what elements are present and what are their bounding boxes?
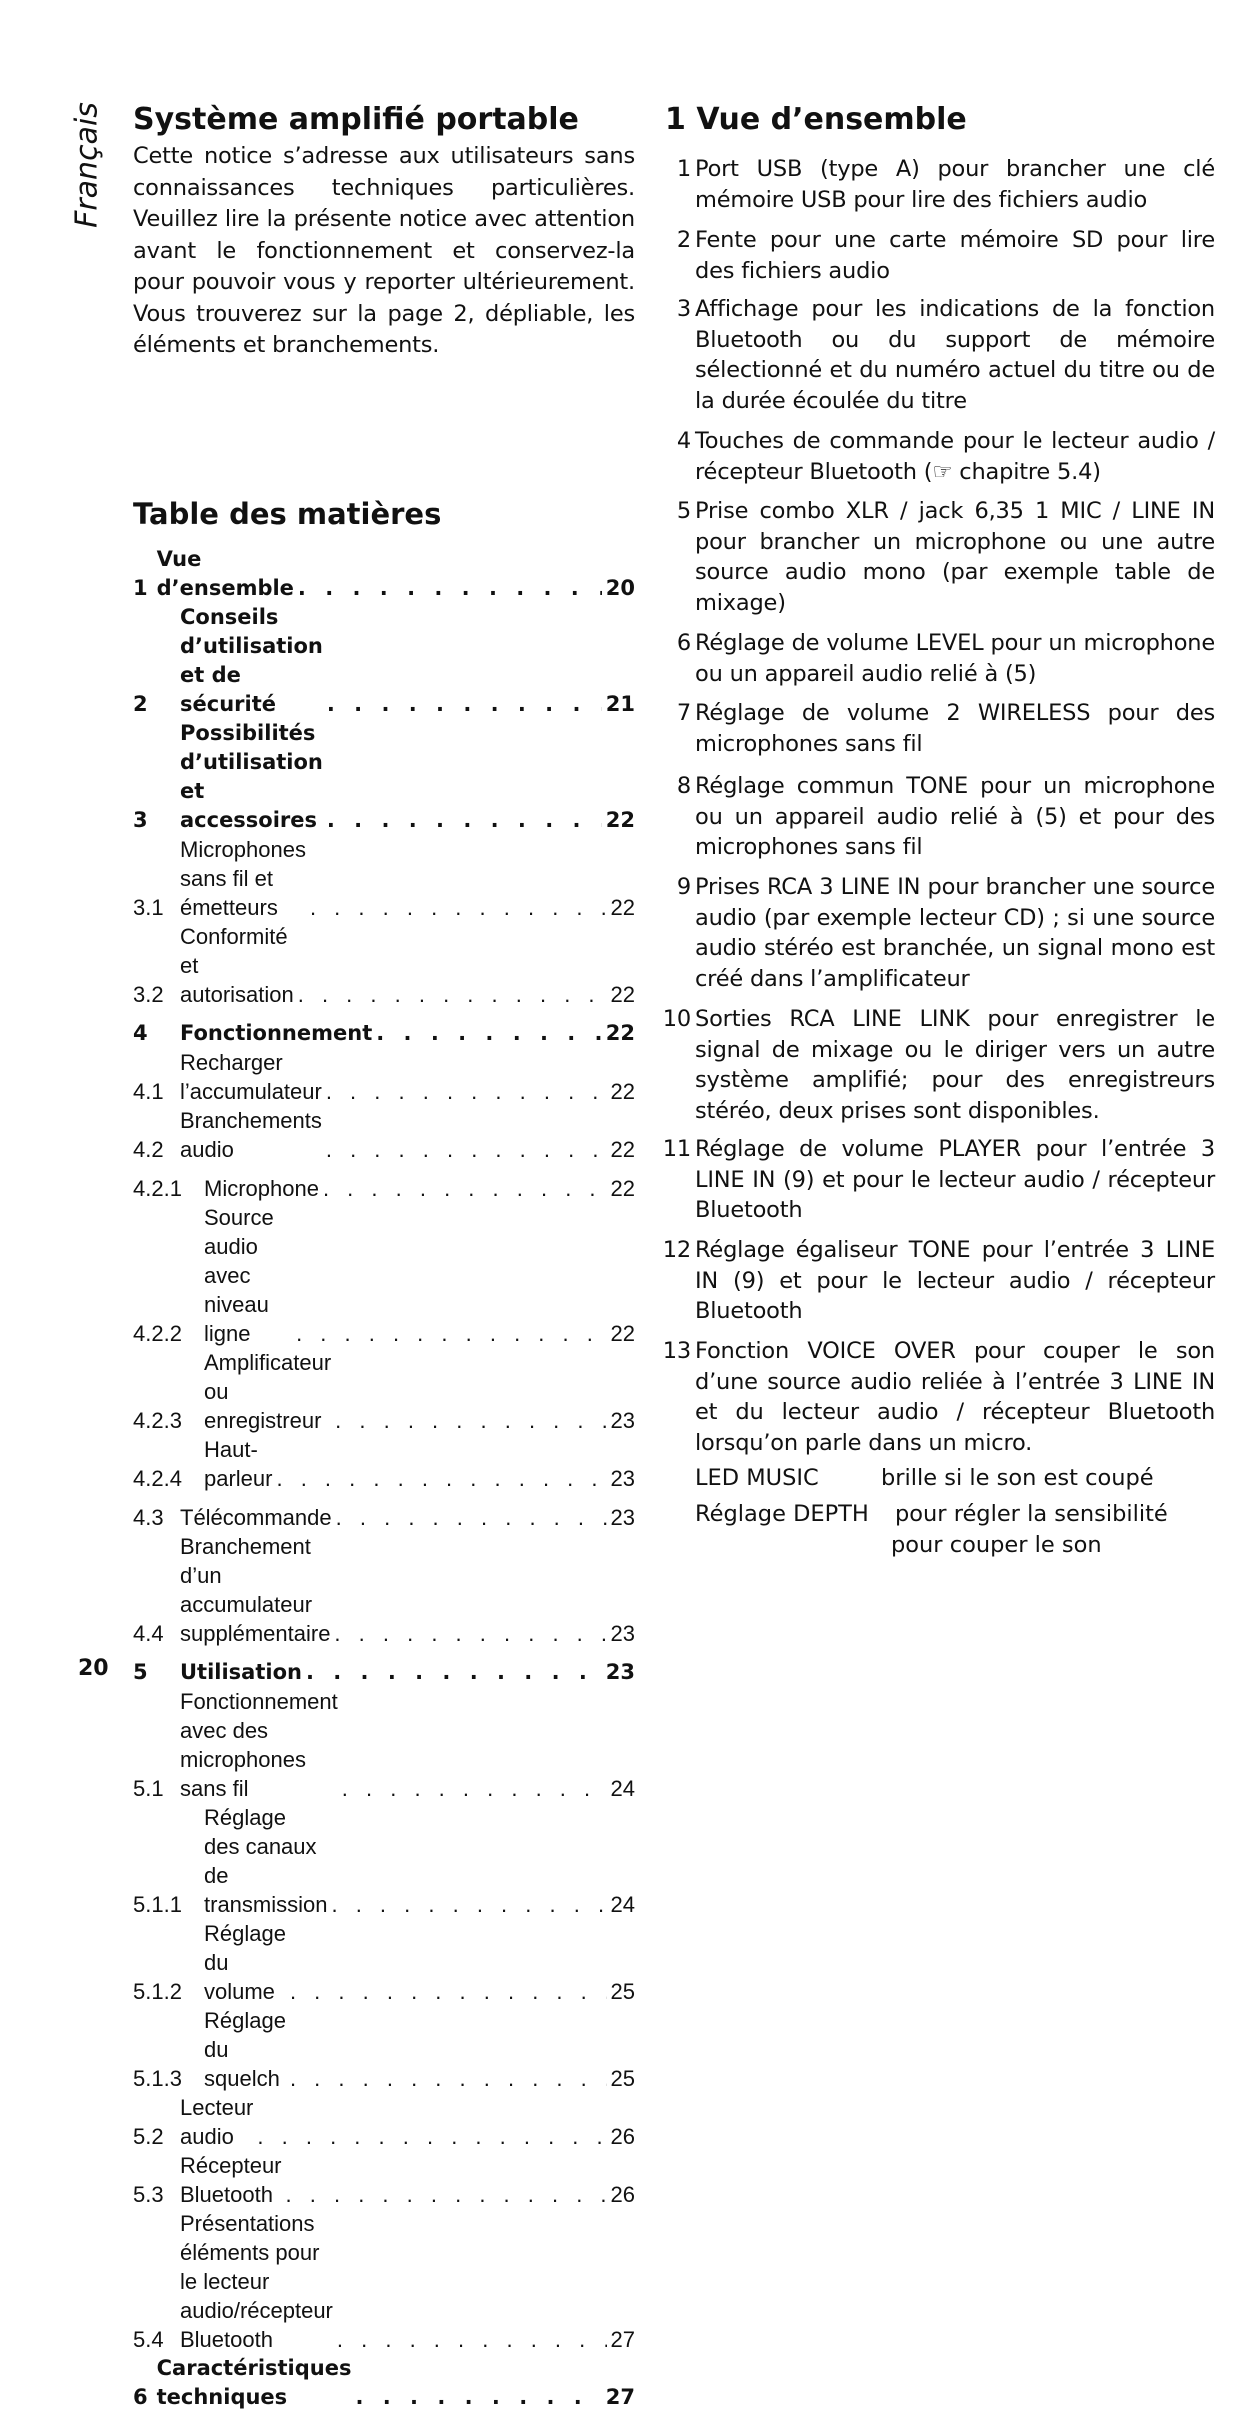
- toc-entry[interactable]: [133, 835, 635, 922]
- intro-paragraph: Cette notice s’adresse aux utilisateurs sans connaissances techniques particulières. Veuillez lire la présente notice avec attention avant le fonctionnement et conservez-la pour pouvoir vous y reporter ultérieurement. Vous trouverez sur la page 2, dépliable, les éléments et branchements.: [133, 143, 635, 358]
- toc-entry-page: 24: [610, 1892, 635, 1917]
- overview-item-text: Fonction VOICE OVER pour couper le son d’une source audio reliée à l’entrée 3 LINE IN et du lecteur audio / récepteur Bluetooth lorsqu’on parle dans un micro.: [695, 1338, 1215, 1456]
- toc-entry-page: 20: [605, 576, 635, 600]
- overview-item-text: Prises RCA 3 LINE IN pour brancher une source audio (par exemple lecteur CD) ; si une source audio stéréo est branchée, un signal mono est créé dans l’amplificateur: [695, 874, 1215, 992]
- toc-leader-dots: [323, 1174, 607, 1203]
- toc-leader-dots: [335, 1406, 606, 1435]
- depth-text-cont: pour couper le son: [891, 1531, 1102, 1558]
- page-number: 20: [78, 1656, 109, 1681]
- overview-item-text: Réglage de volume LEVEL pour un microphone ou un appareil audio relié à (5): [695, 630, 1215, 687]
- toc-entry-page: 23: [610, 1408, 635, 1433]
- toc-entry-title: Réglage du squelch: [204, 2008, 286, 2091]
- overview-item-number: 5: [676, 498, 691, 524]
- toc-entry-title-block: [180, 1532, 330, 1648]
- toc-entry-number: 3: [133, 808, 148, 832]
- overview-item: [676, 225, 1215, 286]
- toc-entry-page: 22: [605, 1021, 635, 1045]
- toc-entry-page: 26: [610, 2124, 635, 2149]
- toc-entry-title: Microphone: [204, 1176, 319, 1201]
- overview-item: [676, 698, 1215, 759]
- language-label: Français: [69, 102, 105, 228]
- toc-leader-dots: [306, 1658, 602, 1687]
- toc-entry-title-cont: d’un accumulateur supplémentaire: [180, 1563, 331, 1646]
- toc-entry-title-cont: audio/récepteur Bluetooth: [180, 2298, 333, 2352]
- toc-entry-number: 5.1.2: [133, 1979, 182, 2004]
- toc-entry-page: 23: [610, 1621, 635, 1646]
- toc-entry-number: 5.1.3: [133, 2066, 182, 2091]
- overview-item: [662, 1004, 1215, 1126]
- toc-leader-dots: [334, 1619, 606, 1648]
- overview-item-number: 9: [676, 874, 691, 900]
- overview-item-text: Réglage commun TONE pour un microphone ou un appareil audio relié à (5) et pour des microphones sans fil: [695, 773, 1215, 860]
- toc-entry-number: 4.2: [133, 1137, 164, 1162]
- overview-item-number: 13: [662, 1338, 691, 1364]
- toc-leader-dots: [326, 1135, 607, 1164]
- toc-leader-dots: [326, 1077, 607, 1106]
- toc-leader-dots: [327, 806, 602, 835]
- toc-entry[interactable]: [133, 922, 635, 1009]
- toc-entry-page: 22: [610, 1321, 635, 1346]
- toc-entry-title: Lecteur audio: [180, 2095, 254, 2149]
- toc-entry-title: Branchement: [180, 1534, 311, 1559]
- overview-item-text: Réglage égaliseur TONE pour l’entrée 3 LINE IN (9) et pour le lecteur audio / récepteur Bluetooth: [695, 1237, 1215, 1324]
- overview-item: [662, 1235, 1215, 1327]
- toc-entry[interactable]: [133, 603, 635, 719]
- toc-entry-title: Haut-parleur: [204, 1437, 273, 1491]
- toc-entry-number: 2: [133, 692, 148, 716]
- toc-entry-page: 25: [610, 2066, 635, 2091]
- toc-entry[interactable]: [133, 545, 635, 603]
- toc-entry-title: Télécommande: [180, 1505, 332, 1530]
- toc-leader-dots: [310, 893, 607, 922]
- overview-item-text: Réglage de volume 2 WIRELESS pour des microphones sans fil: [695, 700, 1215, 757]
- toc-leader-dots: [355, 2383, 601, 2412]
- overview-item-text: Réglage de volume PLAYER pour l’entrée 3 LINE IN (9) et pour le lecteur audio / récepteur Bluetooth: [695, 1136, 1215, 1223]
- toc-title: Table des matières: [133, 497, 442, 531]
- toc-entry-page: 25: [610, 1979, 635, 2004]
- overview-item-text: Fente pour une carte mémoire SD pour lire des fichiers audio: [695, 227, 1215, 284]
- toc-entry-number: 5.1.1: [133, 1892, 182, 1917]
- toc-entry[interactable]: [133, 2151, 635, 2209]
- toc-leader-dots: [296, 1319, 606, 1348]
- toc-entry[interactable]: [133, 1009, 635, 1048]
- toc-entry[interactable]: [133, 1435, 635, 1493]
- overview-item: [676, 771, 1215, 863]
- toc-entry-title: Réglage des canaux de transmission: [204, 1805, 328, 1917]
- toc-entry-page: 22: [610, 895, 635, 920]
- toc-entry[interactable]: [133, 719, 635, 835]
- overview-item-number: 12: [662, 1237, 691, 1263]
- toc-entry-title: Branchements audio: [180, 1108, 322, 1162]
- toc-leader-dots: [337, 2325, 607, 2354]
- toc-entry[interactable]: [133, 2209, 635, 2354]
- overview-item-number: 1: [676, 156, 691, 182]
- toc-entry-title: Possibilités d’utilisation et accessoires: [180, 721, 323, 832]
- toc-entry-page: 26: [610, 2182, 635, 2207]
- toc-entry[interactable]: [133, 1106, 635, 1164]
- toc-leader-dots: [376, 1019, 602, 1048]
- toc-entry[interactable]: [133, 1532, 635, 1648]
- toc-leader-dots: [342, 1774, 607, 1803]
- toc-leader-dots: [298, 574, 602, 603]
- toc-entry[interactable]: [133, 1164, 635, 1203]
- toc-entry-number: 6: [133, 2385, 148, 2409]
- toc-entry-title: Conformité et autorisation: [180, 924, 294, 1007]
- toc-entry-title: Source audio avec niveau ligne: [204, 1205, 274, 1346]
- overview-item: [662, 1134, 1215, 1226]
- toc-entry-page: 22: [605, 808, 635, 832]
- overview-item-number: 4: [676, 428, 691, 454]
- overview-item: [676, 628, 1215, 689]
- toc-entry-page: 23: [610, 1505, 635, 1530]
- toc-entry-number: 5: [133, 1660, 148, 1684]
- overview-item-number: 8: [676, 773, 691, 799]
- toc-leader-dots: [331, 1890, 606, 1919]
- toc-entry[interactable]: [133, 1493, 635, 1532]
- document-title: Système amplifié portable: [133, 102, 579, 137]
- toc-entry[interactable]: [133, 1919, 635, 2006]
- toc-entry[interactable]: [133, 2006, 635, 2093]
- overview-item-number: 6: [676, 630, 691, 656]
- toc-entry-number: 5.1: [133, 1776, 164, 1801]
- toc-entry-title: Vue d’ensemble: [156, 547, 294, 600]
- led-music-label: LED MUSIC: [695, 1465, 819, 1491]
- overview-item: [676, 426, 1215, 487]
- toc-entry-title: Récepteur Bluetooth: [180, 2153, 282, 2207]
- overview-item-text: Prise combo XLR / jack 6,35 1 MIC / LINE IN pour brancher un microphone ou une autre source audio mono (par exemple table de mixage): [695, 498, 1215, 616]
- toc-entry-title: Conseils d’utilisation et de sécurité: [180, 605, 323, 716]
- toc-entry[interactable]: [133, 1648, 635, 1687]
- overview-title: 1 Vue d’ensemble: [665, 102, 967, 137]
- toc-entry-title-block: [180, 2209, 333, 2354]
- overview-item-number: 7: [676, 700, 691, 726]
- overview-item: [676, 496, 1215, 618]
- toc-entry[interactable]: [133, 1203, 635, 1348]
- overview-item-number: 11: [662, 1136, 691, 1162]
- depth-text: pour régler la sensibilité: [895, 1501, 1168, 1527]
- toc-entry-number: 4.2.2: [133, 1321, 182, 1346]
- overview-item-text: Affichage pour les indications de la fonction Bluetooth ou du support de mémoire sélectionné et du numéro actuel du titre ou de la durée écoulée du titre: [695, 296, 1215, 414]
- toc-entry-page: 24: [610, 1776, 635, 1801]
- toc-entry-page: 22: [610, 1137, 635, 1162]
- overview-item-number: 3: [676, 296, 691, 322]
- toc-entry-page: 23: [610, 1466, 635, 1491]
- toc-entry-title: Utilisation: [180, 1660, 302, 1684]
- toc-entry-title: Fonctionnement avec des microphones sans fil: [180, 1689, 338, 1801]
- toc-leader-dots: [257, 2122, 606, 2151]
- toc-entry-number: 4.3: [133, 1505, 164, 1530]
- toc-entry[interactable]: [133, 2093, 635, 2151]
- toc-entry[interactable]: [133, 1803, 635, 1919]
- toc-entry-title: Amplificateur ou enregistreur: [204, 1350, 332, 1433]
- toc-entry-page: 27: [605, 2385, 635, 2409]
- toc-leader-dots: [290, 2064, 607, 2093]
- toc-leader-dots: [290, 1977, 607, 2006]
- toc-entry[interactable]: [133, 1048, 635, 1106]
- toc-leader-dots: [286, 2180, 607, 2209]
- toc-entry-page: 22: [610, 982, 635, 1007]
- toc-entry-number: 4.2.3: [133, 1408, 182, 1433]
- toc-entry[interactable]: [133, 1348, 635, 1435]
- toc-entry[interactable]: [133, 1687, 635, 1803]
- overview-item: [662, 1336, 1215, 1458]
- toc-leader-dots: [327, 690, 602, 719]
- toc-leader-dots: [276, 1464, 606, 1493]
- depth-row: [695, 1499, 1168, 1560]
- language-tab: [62, 100, 112, 230]
- toc-entry-page: 27: [610, 2327, 635, 2352]
- toc-entry-page: 22: [610, 1176, 635, 1201]
- toc-entry-number: 1: [133, 576, 148, 600]
- toc-entry-title: Microphones sans fil et émetteurs: [180, 837, 306, 920]
- led-music-row: [695, 1463, 1154, 1494]
- toc-entry-number: 3.1: [133, 895, 164, 920]
- overview-item-number: 2: [676, 227, 691, 253]
- toc-entry-title: Caractéristiques techniques: [156, 2356, 352, 2409]
- overview-item: [676, 154, 1215, 215]
- toc-entry-page: 22: [610, 1079, 635, 1104]
- overview-item: [676, 872, 1215, 994]
- toc-entry[interactable]: [133, 2354, 635, 2412]
- toc-leader-dots: [336, 1503, 607, 1532]
- toc-entry-number: 5.4: [133, 2327, 164, 2352]
- toc-entry-number: 4.1: [133, 1079, 164, 1104]
- toc-entry-title: Présentations éléments pour le lecteur: [180, 2211, 320, 2294]
- overview-item-number: 10: [662, 1006, 691, 1032]
- led-music-text: brille si le son est coupé: [881, 1465, 1154, 1491]
- overview-item-text: Touches de commande pour le lecteur audio / récepteur Bluetooth (☞ chapitre 5.4): [695, 428, 1215, 485]
- overview-item-text: Port USB (type A) pour brancher une clé mémoire USB pour lire des fichiers audio: [695, 156, 1215, 213]
- toc-entry-number: 4.2.1: [133, 1176, 182, 1201]
- toc-leader-dots: [298, 980, 607, 1009]
- toc-entry-number: 5.2: [133, 2124, 164, 2149]
- toc-entry-number: 4: [133, 1021, 148, 1045]
- overview-item: [676, 294, 1215, 416]
- depth-label: Réglage DEPTH: [695, 1501, 869, 1527]
- overview-item-text: Sorties RCA LINE LINK pour enregistrer le signal de mixage ou le diriger vers un autre système amplifié; pour des enregistreurs stéréo, deux prises sont disponibles.: [695, 1006, 1215, 1124]
- toc-entry-title: Réglage du volume: [204, 1921, 286, 2004]
- toc-entry-number: 5.3: [133, 2182, 164, 2207]
- toc-entry-page: 21: [605, 692, 635, 716]
- toc-entry-page: 23: [605, 1660, 635, 1684]
- toc-entry-title: Recharger l’accumulateur: [180, 1050, 322, 1104]
- toc-entry-title: Fonctionnement: [180, 1021, 373, 1045]
- table-of-contents: [133, 545, 635, 2412]
- toc-entry-number: 3.2: [133, 982, 164, 1007]
- toc-entry-number: 4.4: [133, 1621, 164, 1646]
- toc-entry-number: 4.2.4: [133, 1466, 182, 1491]
